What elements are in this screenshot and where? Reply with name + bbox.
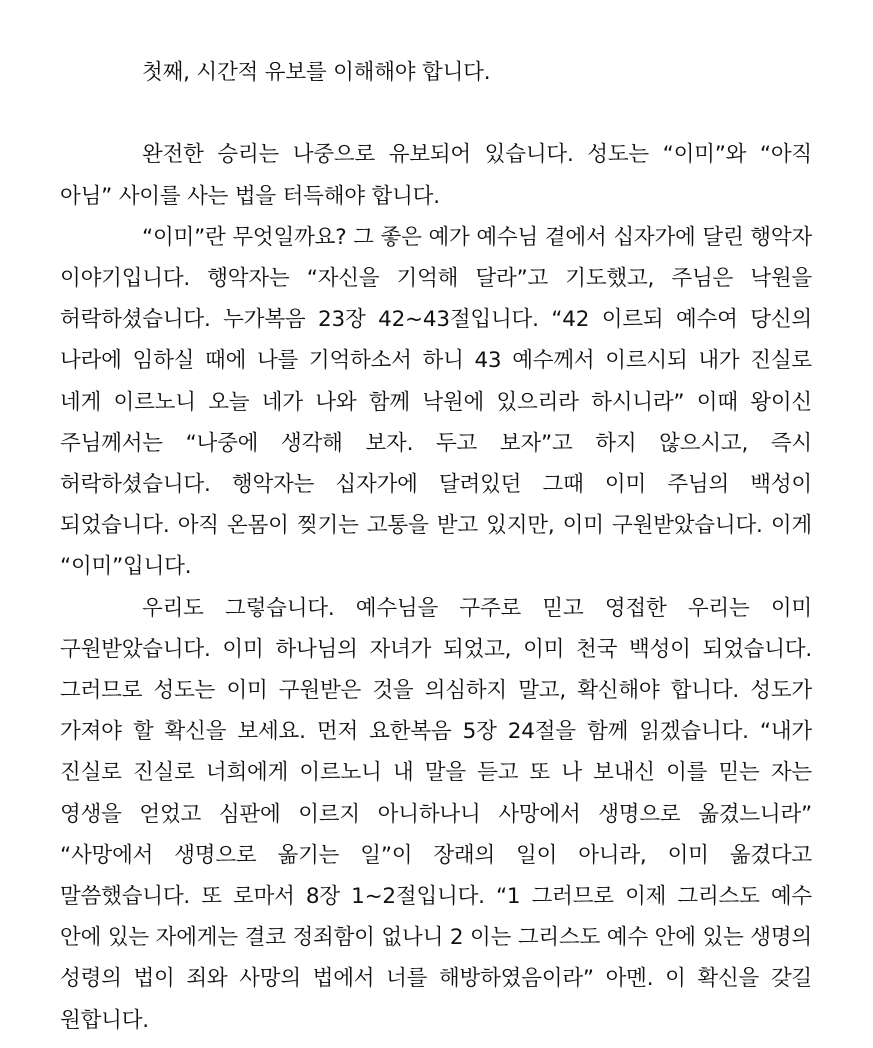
paragraph-3: 우리도 그렇습니다. 예수님을 구주로 믿고 영접한 우리는 이미 구원받았습니다. 이미 하나님의 자녀가 되었고, 이미 천국 백성이 되었습니다. 그러므로 성도는 이미 구원받은 것을 의심하지 말고, 확신해야 합니다. 성도가 가져야 할 확신을 보세요. 먼저 요한복음 5장 24절을 함께 읽겠습니다. “내가 진실로 진실로 너희에게 이르노니 내 말을 듣고 또 나 보내신 이를 믿는 자는 영생을 얻었고 심판에 이르지 아니하나니 사망에서 생명으로 옮겼느니라” “사망에서 생명으로 옮기는 일”이 장래의 일이 아니라, 이미 옮겼다고 말씀했습니다. 또 로마서 8장 1~2절입니다. “1 그러므로 이제 그리스도 예수 안에 있는 자에게는 결코 정죄함이 없나니 2 이는 그리스도 예수 안에 있는 생명의 성령의 법이 죄와 사망의 법에서 너를 해방하였음이라” 아멘. 이 확신을 갖길 원합니다. (60, 595, 812, 1033)
document-page (60, 52, 812, 1041)
blank-line (60, 93, 812, 134)
section-heading: 첫째, 시간적 유보를 이해해야 합니다. (142, 60, 491, 85)
paragraph-2: “이미”란 무엇일까요? 그 좋은 예가 예수님 곁에서 십자가에 달린 행악자 이야기입니다. 행악자는 “자신을 기억해 달라”고 기도했고, 주님은 낙원을 허락하셨습니다. 누가복음 23장 42~43절입니다. “42 이르되 예수여 당신의 나라에 임하실 때에 나를 기억하소서 하니 43 예수께서 이르시되 내가 진실로 네게 이르노니 오늘 네가 나와 함께 낙원에 있으리라 하시니라” 이때 왕이신 주님께서는 “나중에 생각해 보자. 두고 보자”고 하지 않으시고, 즉시 허락하셨습니다. 행악자는 십자가에 달려있던 그때 이미 주님의 백성이 되었습니다. 아직 온몸이 찢기는 고통을 받고 있지만, 이미 구원받았습니다. 이게 “이미”입니다. (60, 224, 812, 580)
paragraph-1: 완전한 승리는 나중으로 유보되어 있습니다. 성도는 “이미”와 “아직 아님” 사이를 사는 법을 터득해야 합니다. (60, 142, 812, 209)
